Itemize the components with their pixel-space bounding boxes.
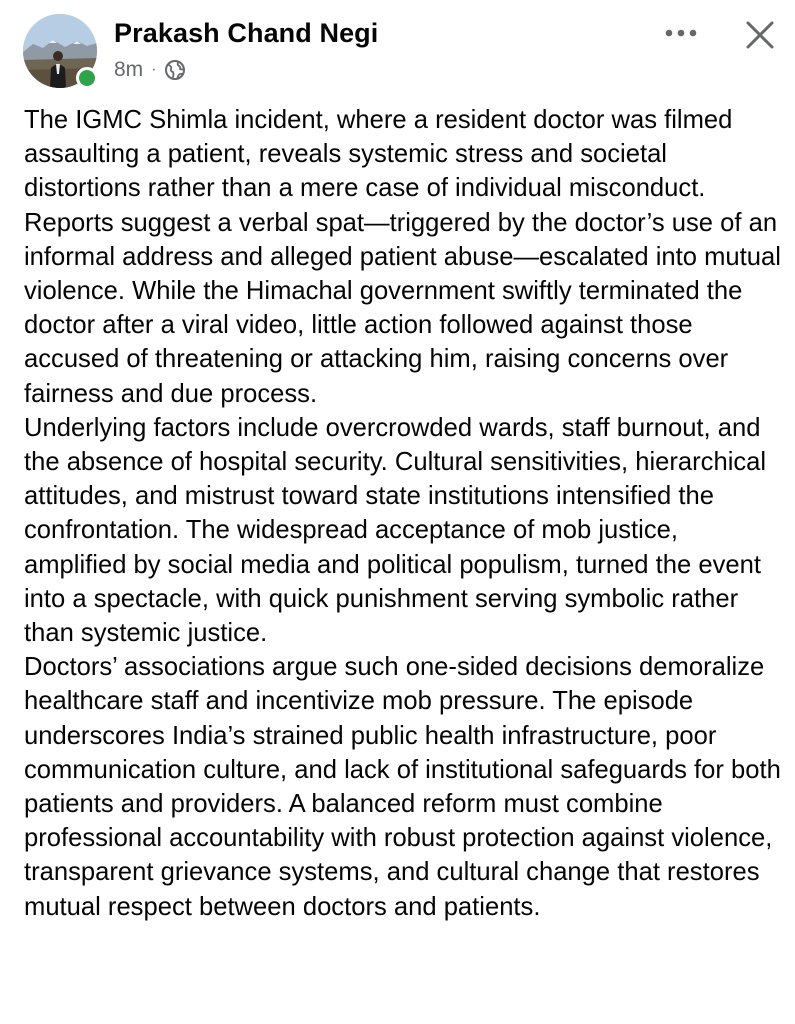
post-meta (114, 57, 186, 83)
author-avatar[interactable] (23, 14, 97, 88)
post-paragraph-3: Doctors’ associations argue such one-sided decisions demoralize healthcare staff and incentivize mob pressure. The episode underscores India’s strained public health infrastructure, poor communication culture, and lack of institutional safeguards for both patients and providers. A balanced reform must combine professional accountability with robust protection against violence, transparent grievance systems, and cultural change that restores mutual respect between doctors and patients. (24, 653, 781, 921)
meta-separator: · (151, 61, 157, 78)
post-paragraph-2: Underlying factors include overcrowded wards, staff burnout, and the absence of hospital security. Cultural sensitivities, hierarchical attitudes, and mistrust toward state institutions intensified the confrontation. The widespread acceptance of mob justice, amplified by social media and political populism, turned the event into a spectacle, with quick punishment serving symbolic rather than systemic justice. (24, 413, 767, 648)
post-text (24, 103, 784, 924)
more-horizontal-icon (664, 28, 698, 38)
close-icon (745, 20, 775, 50)
post-paragraph-1: The IGMC Shimla incident, where a resident doctor was filmed assaulting a patient, reveals systemic stress and societal distortions rather than a mere case of individual misconduct. Reports suggest a verbal spat—triggered by the doctor’s use of an informal address and alleged patient abuse—escalated into mutual violence. While the Himachal government swiftly terminated the doctor after a viral video, little action followed against those accused of threatening or attacking him, raising concerns over fairness and due process. (24, 106, 781, 408)
post-timestamp[interactable]: 8m (114, 58, 144, 81)
more-options-button[interactable] (661, 18, 701, 48)
online-status-dot (76, 67, 98, 89)
close-button[interactable] (738, 13, 782, 57)
post-header (0, 0, 795, 100)
author-name[interactable]: Prakash Chand Negi (114, 18, 379, 48)
globe-icon[interactable] (164, 59, 186, 81)
